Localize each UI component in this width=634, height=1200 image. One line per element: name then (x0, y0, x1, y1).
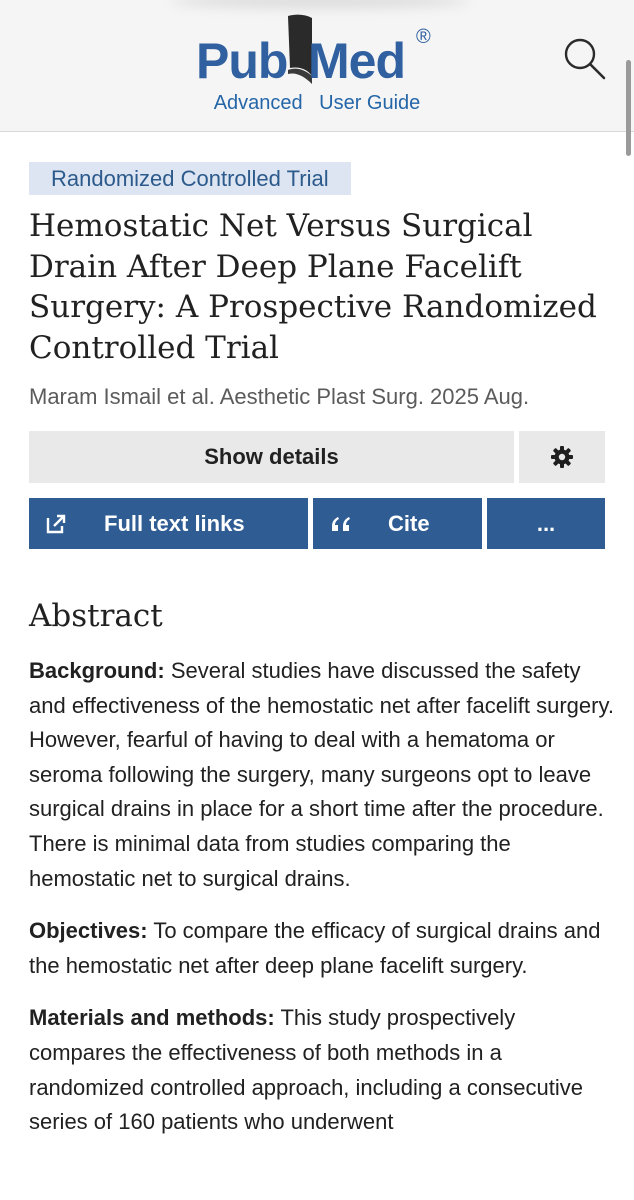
abstract-heading: Abstract (29, 598, 163, 634)
full-text-links-label: Full text links (104, 511, 245, 536)
gear-icon (550, 445, 574, 469)
advanced-search-link[interactable]: Advanced (213, 92, 303, 114)
quote-icon (330, 498, 352, 549)
header-links (0, 92, 634, 118)
abstract-background (29, 654, 617, 896)
more-actions-label: ... (536, 511, 556, 536)
external-link-icon (45, 498, 67, 549)
search-button[interactable] (560, 34, 610, 84)
cite-button[interactable] (313, 498, 482, 549)
abstract-background-text: Several studies have discussed the safety and effectiveness of the hemostatic net after facelift surgery. However, fearful of having to deal with a hematoma or seroma following the surgery, many surgeons opt to leave surgical drains in place for a short time after the procedure. There is minimal data from studies comparing the hemostatic net to surgical drains. (29, 658, 614, 891)
abstract-background-label: Background: (29, 658, 165, 683)
abstract-objectives-text: To compare the efficacy of surgical drains and the hemostatic net after deep plane facelift surgery. (29, 918, 601, 978)
abstract-body (29, 654, 617, 1158)
more-actions-button[interactable] (487, 498, 605, 549)
site-header (0, 0, 634, 132)
logo-registered-mark: ® (416, 26, 431, 48)
show-details-button[interactable]: Show details (29, 431, 514, 483)
article-title: Hemostatic Net Versus Surgical Drain After Deep Plane Facelift Surgery: A Prospective Randomized Controlled Trial (29, 208, 597, 366)
cite-label: Cite (388, 511, 430, 536)
logo-med-text: Med (308, 33, 405, 89)
article-citation: Maram Ismail et al. Aesthetic Plast Surg. 2025 Aug. (29, 384, 530, 409)
abstract-objectives (29, 914, 617, 983)
abstract-objectives-label: Objectives: (29, 918, 148, 944)
scrollbar-thumb[interactable] (626, 60, 631, 156)
pubmed-logo[interactable] (196, 14, 446, 92)
abstract-methods-label: Materials and methods: (29, 1005, 275, 1031)
logo-pub-text: Pub (196, 33, 288, 89)
publication-type-badge: Randomized Controlled Trial (29, 162, 351, 195)
header-shadow (170, 0, 470, 8)
user-guide-link[interactable]: User Guide (319, 92, 421, 114)
abstract-methods-text: This study prospectively compares the effectiveness of both methods in a randomized controlled approach, including a consecutive series of 160 patients who underwent (29, 1005, 584, 1135)
display-settings-button[interactable] (519, 431, 605, 483)
full-text-links-button[interactable] (29, 498, 308, 549)
abstract-methods (29, 1001, 617, 1139)
search-icon (560, 34, 610, 84)
